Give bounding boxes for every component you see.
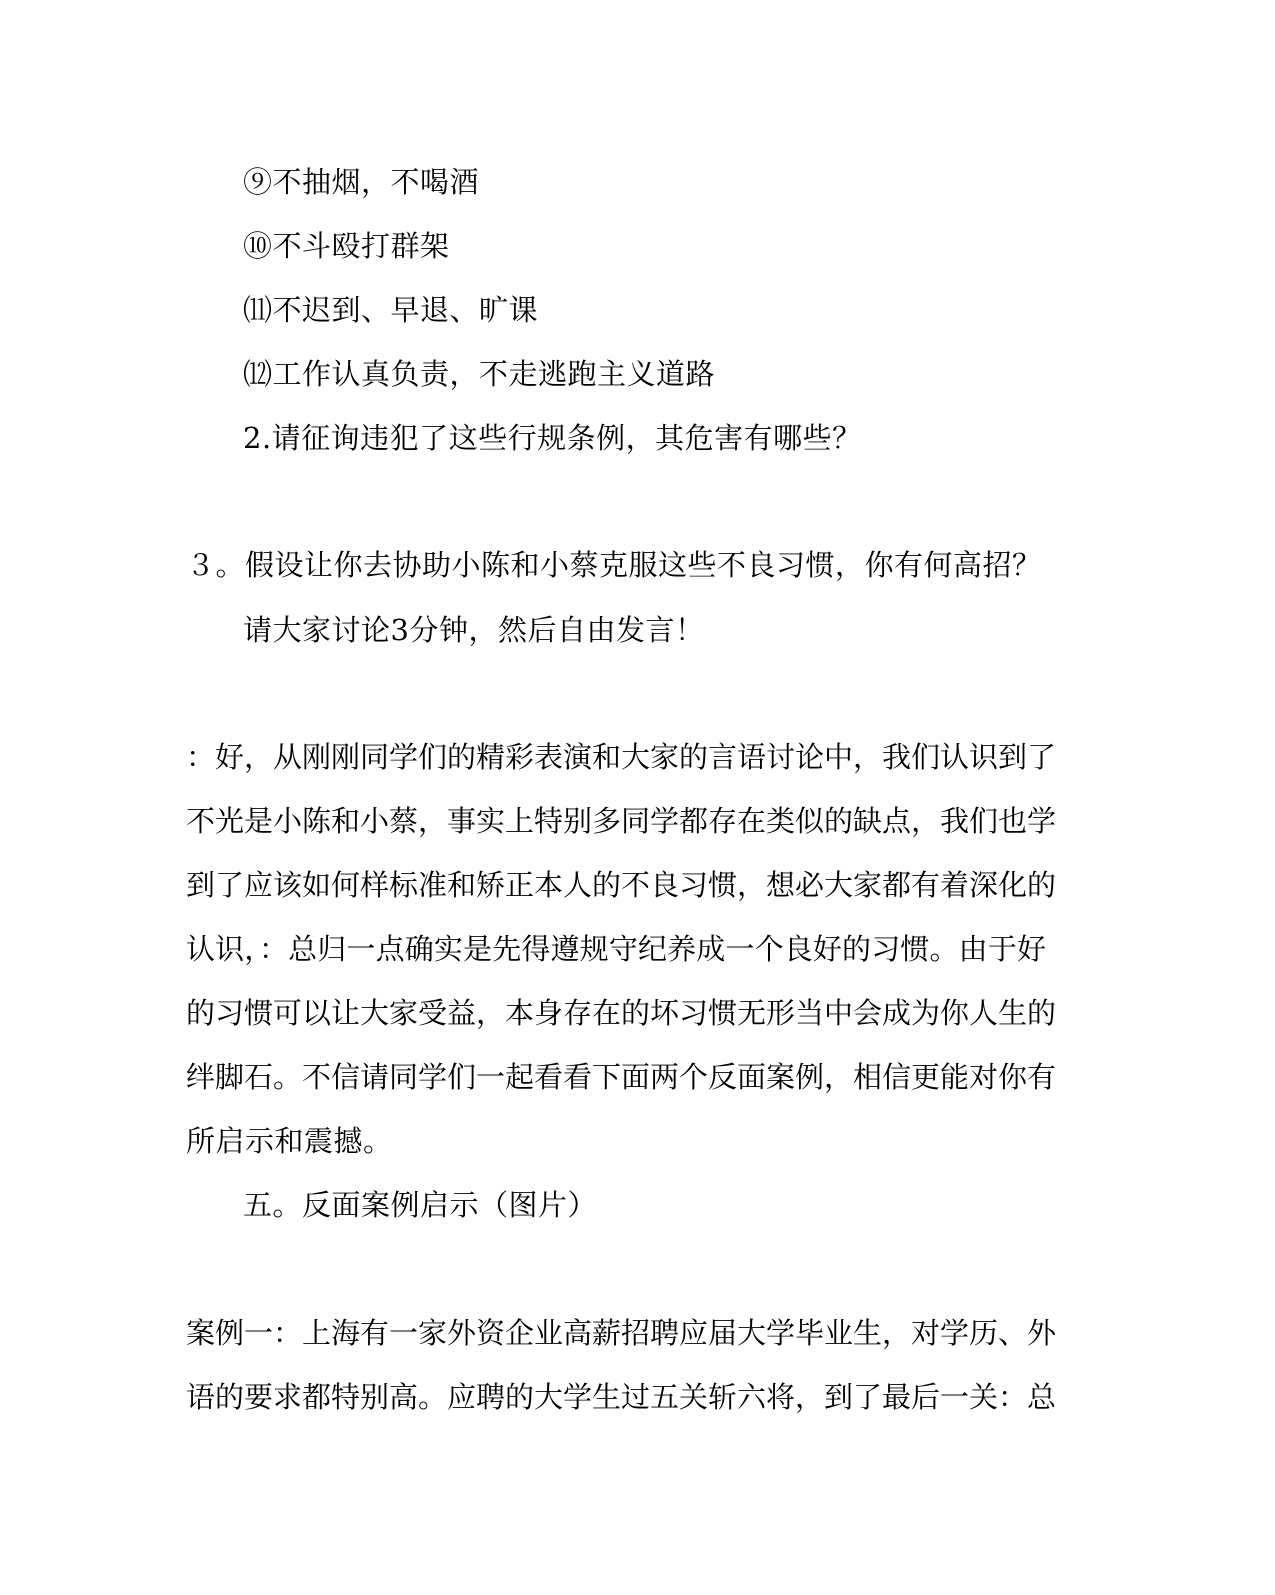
question-3: ３。假设让你去协助小陈和小蔡克服这些不良习惯，你有何高招？	[186, 548, 1042, 582]
summary-line: 到了应该如何样标准和矫正本人的不良习惯，想必大家都有着深化的	[186, 868, 1057, 902]
list-item-10: ⑩不斗殴打群架	[243, 229, 450, 263]
case-line: 语的要求都特别高。应聘的大学生过五关斩六将，到了最后一关：总	[186, 1380, 1057, 1414]
summary-line: 认识，：总归一点确实是先得遵规守纪养成一个良好的习惯。由于好	[186, 932, 1046, 966]
summary-line: 不光是小陈和小蔡，事实上特别多同学都存在类似的缺点，我们也学	[186, 804, 1057, 838]
case-line: 案例一：上海有一家外资企业高薪招聘应届大学毕业生，对学历、外	[186, 1316, 1057, 1350]
discussion-prompt: 请大家讨论3分钟，然后自由发言！	[243, 613, 705, 647]
summary-line: ：好，从刚刚同学们的精彩表演和大家的言语讨论中，我们认识到了	[186, 740, 1057, 774]
list-item-11: ⑾不迟到、早退、旷课	[243, 293, 539, 327]
question-2: 2.请征询违犯了这些行规条例，其危害有哪些？	[243, 421, 862, 455]
summary-line: 的习惯可以让大家受益，本身存在的坏习惯无形当中会成为你人生的	[186, 996, 1057, 1030]
summary-line: 绊脚石。不信请同学们一起看看下面两个反面案例，相信更能对你有	[186, 1060, 1057, 1094]
list-item-12: ⑿工作认真负责，不走逃跑主义道路	[243, 357, 716, 391]
summary-last-line: 所启示和震撼。	[186, 1124, 393, 1158]
section-heading: 五。反面案例启示（图片）	[243, 1188, 598, 1222]
list-item-9: ⑨不抽烟，不喝酒	[243, 165, 480, 199]
